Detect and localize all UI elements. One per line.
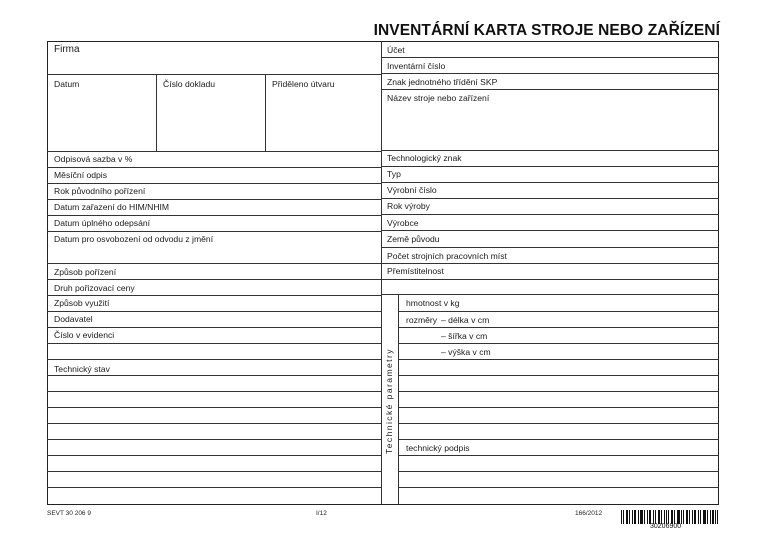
hline	[381, 279, 719, 280]
hline	[381, 294, 719, 295]
divider-datum	[156, 74, 157, 151]
hline	[47, 407, 381, 408]
form-title: INVENTÁRNÍ KARTA STROJE NEBO ZAŘÍZENÍ	[373, 22, 720, 39]
hline	[398, 391, 719, 392]
hline	[398, 407, 719, 408]
hline	[398, 471, 719, 472]
hline	[381, 57, 719, 58]
hline	[381, 247, 719, 248]
hline	[47, 151, 381, 152]
label-rok-porizeni: Rok původního pořízení	[54, 186, 146, 196]
hline	[381, 89, 719, 90]
label-prideleno-utvaru: Přiděleno útvaru	[272, 79, 335, 89]
hline	[381, 182, 719, 183]
hline	[47, 487, 381, 488]
hline	[47, 167, 381, 168]
form-frame	[47, 41, 719, 505]
hline	[47, 199, 381, 200]
hline	[47, 375, 381, 376]
label-datum-odepsani: Datum úplného odepsání	[54, 218, 151, 228]
hline	[381, 73, 719, 74]
hline	[398, 487, 719, 488]
label-druh-ceny: Druh pořizovací ceny	[54, 283, 135, 293]
hline	[47, 263, 381, 264]
label-rok-vyroby: Rok výroby	[387, 201, 430, 211]
label-mesicni-odpis: Měsíční odpis	[54, 170, 108, 180]
technicke-parametry-label: Technické parametry	[384, 348, 394, 454]
label-vyrobce: Výrobce	[387, 218, 419, 228]
footer-code: SEVT 30 206 9	[47, 510, 91, 517]
label-cislo-dokladu: Číslo dokladu	[163, 79, 216, 89]
hline	[47, 311, 381, 312]
label-datum: Datum	[54, 79, 80, 89]
label-technologicky-znak: Technologický znak	[387, 153, 462, 163]
label-technicky-podpis: technický podpis	[406, 443, 470, 453]
hline	[381, 214, 719, 215]
hline	[381, 150, 719, 151]
label-firma: Firma	[54, 44, 80, 55]
hline	[47, 183, 381, 184]
label-sirka: – šířka v cm	[441, 331, 488, 341]
hline	[398, 423, 719, 424]
label-pocet-mist: Počet strojních pracovních míst	[387, 251, 507, 261]
label-nazev: Název stroje nebo zařízení	[387, 93, 490, 103]
hline	[398, 455, 719, 456]
label-dodavatel: Dodavatel	[54, 314, 93, 324]
hline	[47, 359, 381, 360]
label-datum-osvobozeni: Datum pro osvobození od odvodu z jmění	[54, 234, 214, 244]
label-premistitelnost: Přemístitelnost	[387, 266, 444, 276]
hline	[381, 230, 719, 231]
hline	[47, 455, 381, 456]
hline	[47, 327, 381, 328]
label-cislo-v-evidenci: Číslo v evidenci	[54, 330, 115, 340]
hline	[381, 263, 719, 264]
label-znak-skp: Znak jednotného třídění SKP	[387, 77, 498, 87]
hline	[398, 359, 719, 360]
label-rozmery: rozměry	[406, 315, 438, 325]
hline	[47, 215, 381, 216]
hline	[398, 327, 719, 328]
hline	[47, 279, 381, 280]
hline	[47, 391, 381, 392]
hline	[47, 295, 381, 296]
hline	[398, 311, 719, 312]
divider-doklad	[265, 74, 266, 151]
label-delka: – délka v cm	[441, 315, 490, 325]
divider-tech-left	[398, 294, 399, 504]
hline	[381, 166, 719, 167]
hline	[47, 439, 381, 440]
label-hmotnost: hmotnost v kg	[406, 298, 460, 308]
hline	[398, 343, 719, 344]
hline	[381, 198, 719, 199]
label-ucet: Účet	[387, 45, 405, 55]
hline	[47, 343, 381, 344]
label-typ: Typ	[387, 169, 401, 179]
center-divider	[381, 41, 382, 504]
hline	[398, 439, 719, 440]
hline	[47, 471, 381, 472]
label-odpisova-sazba: Odpisová sazba v %	[54, 154, 133, 164]
hline	[47, 231, 381, 232]
label-zpusob-vyuziti: Způsob využití	[54, 298, 110, 308]
footer-date: 166/2012	[575, 510, 603, 517]
footer-page: I/12	[316, 510, 327, 517]
barcode-number: 30206900	[650, 523, 682, 530]
hline	[398, 375, 719, 376]
hline	[47, 74, 381, 75]
label-vyska: – výška v cm	[441, 347, 491, 357]
label-vyrobni-cislo: Výrobní číslo	[387, 185, 437, 195]
label-zpusob-porizeni: Způsob pořízení	[54, 267, 117, 277]
hline	[47, 423, 381, 424]
label-zeme-puvodu: Země původu	[387, 234, 440, 244]
label-inventarni-cislo: Inventární číslo	[387, 61, 446, 71]
barcode	[621, 510, 718, 524]
label-datum-zarazeni: Datum zařazení do HIM/NHIM	[54, 202, 170, 212]
label-technicky-stav: Technický stav	[54, 364, 110, 374]
